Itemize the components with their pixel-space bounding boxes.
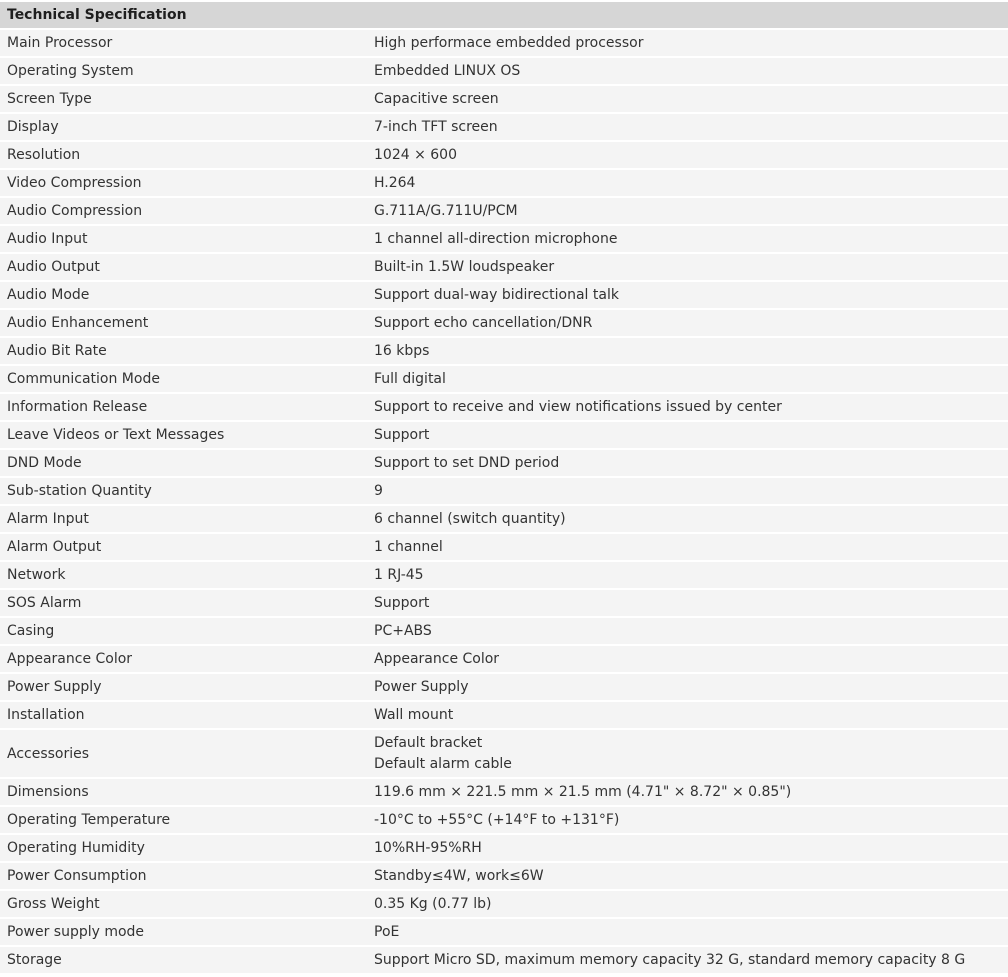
spec-row bbox=[0, 919, 1008, 945]
spec-value: 9 bbox=[367, 478, 1008, 504]
spec-value: Support to set DND period bbox=[367, 450, 1008, 476]
spec-label: Appearance Color bbox=[0, 646, 367, 672]
spec-row bbox=[0, 478, 1008, 504]
spec-label: Information Release bbox=[0, 394, 367, 420]
spec-header-row bbox=[0, 2, 1008, 28]
spec-value: 7-inch TFT screen bbox=[367, 114, 1008, 140]
spec-value: Support to receive and view notifications issued by center bbox=[367, 394, 1008, 420]
spec-value-line: Default alarm cable bbox=[374, 755, 512, 772]
spec-label: Video Compression bbox=[0, 170, 367, 196]
spec-value: High performace embedded processor bbox=[367, 30, 1008, 56]
spec-row bbox=[0, 947, 1008, 973]
spec-value: Built-in 1.5W loudspeaker bbox=[367, 254, 1008, 280]
spec-value: Capacitive screen bbox=[367, 86, 1008, 112]
spec-value: Power Supply bbox=[367, 674, 1008, 700]
spec-label: Power Consumption bbox=[0, 863, 367, 889]
spec-row bbox=[0, 114, 1008, 140]
spec-label: Sub-station Quantity bbox=[0, 478, 367, 504]
spec-label: Audio Bit Rate bbox=[0, 338, 367, 364]
spec-label: Operating Temperature bbox=[0, 807, 367, 833]
spec-value: PC+ABS bbox=[367, 618, 1008, 644]
spec-value: Appearance Color bbox=[367, 646, 1008, 672]
spec-row bbox=[0, 450, 1008, 476]
spec-row bbox=[0, 506, 1008, 532]
spec-label: Alarm Input bbox=[0, 506, 367, 532]
spec-row bbox=[0, 674, 1008, 700]
spec-label: Audio Compression bbox=[0, 198, 367, 224]
spec-value: PoE bbox=[367, 919, 1008, 945]
spec-label: Gross Weight bbox=[0, 891, 367, 917]
spec-row bbox=[0, 646, 1008, 672]
spec-row bbox=[0, 534, 1008, 560]
spec-label: Power supply mode bbox=[0, 919, 367, 945]
spec-row bbox=[0, 254, 1008, 280]
spec-value: 0.35 Kg (0.77 lb) bbox=[367, 891, 1008, 917]
spec-value: 1 RJ-45 bbox=[367, 562, 1008, 588]
spec-row bbox=[0, 863, 1008, 889]
spec-row bbox=[0, 86, 1008, 112]
spec-label: Audio Input bbox=[0, 226, 367, 252]
spec-value: H.264 bbox=[367, 170, 1008, 196]
spec-label: Installation bbox=[0, 702, 367, 728]
spec-row bbox=[0, 807, 1008, 833]
spec-row bbox=[0, 730, 1008, 777]
spec-value: Wall mount bbox=[367, 702, 1008, 728]
spec-value bbox=[367, 730, 1008, 777]
spec-label: Storage bbox=[0, 947, 367, 973]
spec-value: 1 channel bbox=[367, 534, 1008, 560]
spec-value: 6 channel (switch quantity) bbox=[367, 506, 1008, 532]
spec-value: 1 channel all-direction microphone bbox=[367, 226, 1008, 252]
spec-row bbox=[0, 226, 1008, 252]
spec-row bbox=[0, 835, 1008, 861]
spec-row bbox=[0, 58, 1008, 84]
spec-row bbox=[0, 310, 1008, 336]
spec-row bbox=[0, 394, 1008, 420]
spec-value: Support Micro SD, maximum memory capacity 32 G, standard memory capacity 8 G bbox=[367, 947, 1008, 973]
spec-label: Display bbox=[0, 114, 367, 140]
spec-label: Network bbox=[0, 562, 367, 588]
spec-label: Accessories bbox=[0, 730, 367, 777]
spec-label: SOS Alarm bbox=[0, 590, 367, 616]
spec-label: Power Supply bbox=[0, 674, 367, 700]
spec-row bbox=[0, 562, 1008, 588]
spec-rows bbox=[0, 30, 1008, 973]
spec-value-line: Default bracket bbox=[374, 734, 483, 751]
spec-label: Resolution bbox=[0, 142, 367, 168]
spec-value: Embedded LINUX OS bbox=[367, 58, 1008, 84]
spec-row bbox=[0, 142, 1008, 168]
spec-row bbox=[0, 702, 1008, 728]
spec-row bbox=[0, 170, 1008, 196]
spec-row bbox=[0, 30, 1008, 56]
spec-value: -10°C to +55°C (+14°F to +131°F) bbox=[367, 807, 1008, 833]
spec-label: DND Mode bbox=[0, 450, 367, 476]
spec-value: Support bbox=[367, 422, 1008, 448]
spec-label: Audio Output bbox=[0, 254, 367, 280]
spec-value: 1024 × 600 bbox=[367, 142, 1008, 168]
spec-table-title: Technical Specification bbox=[0, 2, 1008, 28]
spec-label: Communication Mode bbox=[0, 366, 367, 392]
spec-value: 119.6 mm × 221.5 mm × 21.5 mm (4.71" × 8.72" × 0.85") bbox=[367, 779, 1008, 805]
spec-label: Screen Type bbox=[0, 86, 367, 112]
spec-label: Casing bbox=[0, 618, 367, 644]
spec-value: G.711A/G.711U/PCM bbox=[367, 198, 1008, 224]
spec-row bbox=[0, 422, 1008, 448]
spec-value: Support bbox=[367, 590, 1008, 616]
spec-value: Full digital bbox=[367, 366, 1008, 392]
spec-value: Support echo cancellation/DNR bbox=[367, 310, 1008, 336]
spec-label: Audio Mode bbox=[0, 282, 367, 308]
spec-row bbox=[0, 282, 1008, 308]
spec-row bbox=[0, 198, 1008, 224]
spec-row bbox=[0, 338, 1008, 364]
spec-row bbox=[0, 618, 1008, 644]
spec-value: 10%RH-95%RH bbox=[367, 835, 1008, 861]
spec-label: Main Processor bbox=[0, 30, 367, 56]
spec-label: Leave Videos or Text Messages bbox=[0, 422, 367, 448]
spec-value: Support dual-way bidirectional talk bbox=[367, 282, 1008, 308]
spec-value: Standby≤4W, work≤6W bbox=[367, 863, 1008, 889]
spec-label: Audio Enhancement bbox=[0, 310, 367, 336]
spec-row bbox=[0, 590, 1008, 616]
spec-label: Operating System bbox=[0, 58, 367, 84]
spec-row bbox=[0, 779, 1008, 805]
spec-row bbox=[0, 891, 1008, 917]
spec-label: Alarm Output bbox=[0, 534, 367, 560]
spec-label: Dimensions bbox=[0, 779, 367, 805]
spec-label: Operating Humidity bbox=[0, 835, 367, 861]
spec-row bbox=[0, 366, 1008, 392]
spec-value: 16 kbps bbox=[367, 338, 1008, 364]
